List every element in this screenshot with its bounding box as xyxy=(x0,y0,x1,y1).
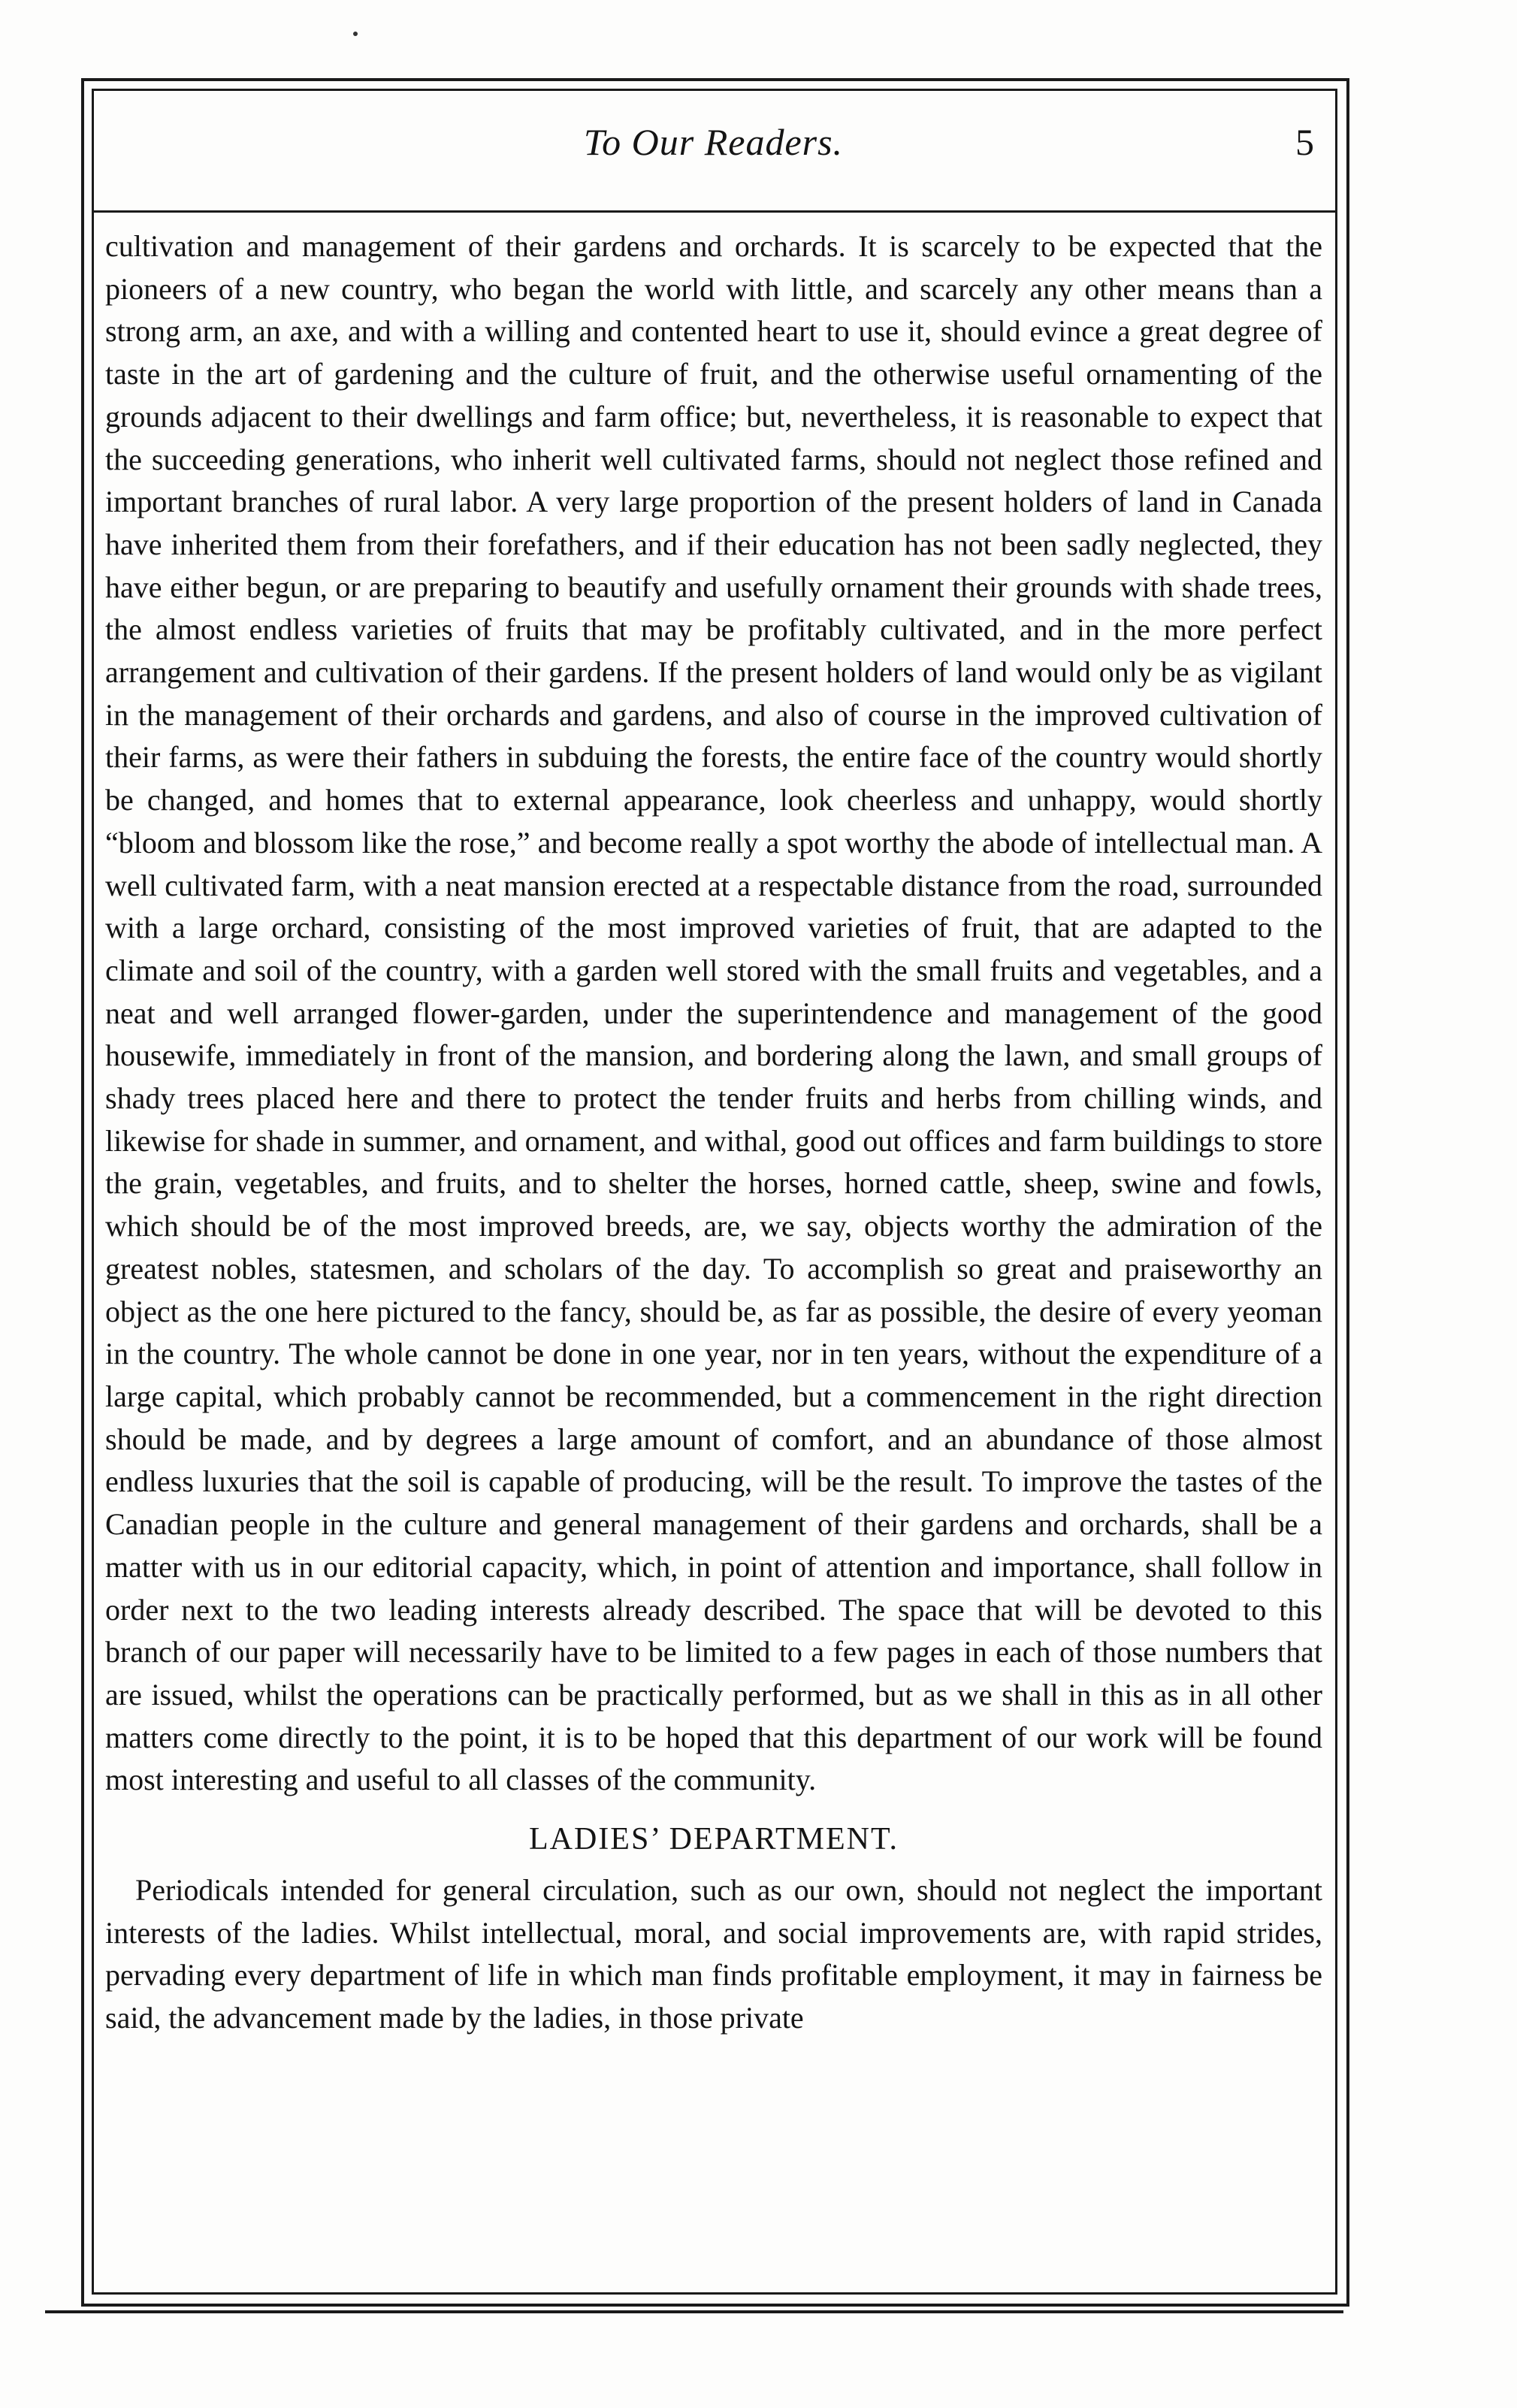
page-number: 5 xyxy=(1295,121,1314,163)
header-rule xyxy=(92,210,1335,213)
section-heading-ladies-department: LADIES’ DEPARTMENT. xyxy=(528,1822,899,1857)
running-head xyxy=(92,120,1335,180)
body-text xyxy=(105,225,1322,2040)
bottom-rule xyxy=(45,2310,1343,2313)
paragraph-ladies-department: Periodicals intended for general circulation, such as our own, should not neglect the important interests of the ladies. Whilst intellectual, moral, and social improvements are, with rapid strides, pervading every department of life in which man finds profitable employment, it may in fairness be said, the advancement made by the ladies, in those private xyxy=(105,1873,1322,2035)
ink-speck xyxy=(353,32,358,36)
paragraph-continued: cultivation and management of their gardens and orchards. It is scarcely to be expected that the pioneers of a new country, who began the world with little, and scarcely any other means than a strong arm, an axe, and with a willing and contented heart to use it, should evince a great degree of taste in the art of gardening and the culture of fruit, and the otherwise useful ornamenting of the grounds adjacent to their dwellings and farm office; but, nevertheless, it is reasonable to expect that the succeeding generations, who inherit well cultivated farms, should not neglect those refined and important branches of rural labor. A very large proportion of the present holders of land in Canada have inherited them from their forefathers, and if their education has not been sadly neglected, they have either begun, or are preparing to beautify and usefully ornament their grounds with shade trees, the almost endless varieties of fruits that may be profitably cultivated, and in the more perfect arrangement and cultivation of their gardens. If the present holders of land would only be as vigilant in the management of their orchards and gardens, and also of course in the improved cultivation of their farms, as were their fathers in subduing the forests, the entire face of the country would shortly be changed, and homes that to external appearance, look cheerless and unhappy, would shortly “bloom and blossom like the rose,” and become really a spot worthy the abode of intellectual man. A well cultivated farm, with a neat mansion erected at a respectable distance from the road, surrounded with a large orchard, consisting of the most improved varieties of fruit, that are adapted to the climate and soil of the country, with a garden well stored with the small fruits and vegetables, and a neat and well arranged flower-garden, under the superintendence and management of the good housewife, immediately in front of the mansion, and bordering along the lawn, and small groups of shady trees placed here and there to protect the tender fruits and herbs from chilling winds, and likewise for shade in summer, and ornament, and withal, good out offices and farm buildings to store the grain, vegetables, and fruits, and to shelter the horses, horned cattle, sheep, swine and fowls, which should be of the most improved breeds, are, we say, objects worthy the admiration of the greatest nobles, statesmen, and scholars of the day. To accomplish so great and praiseworthy an object as the one here pictured to the fancy, should be, as far as possible, the desire of every yeoman in the country. The whole cannot be done in one year, nor in ten years, without the expenditure of a large capital, which probably cannot be recommended, but a commencement in the right direction should be made, and by degrees a large amount of comfort, and an abundance of those almost endless luxuries that the soil is capable of producing, will be the result. To improve the tastes of the Canadian people in the culture and general management of their gardens and orchards, shall be a matter with us in our editorial capacity, which, in point of attention and importance, shall follow in order next to the two leading interests already described. The space that will be devoted to this branch of our paper will necessarily have to be limited to a few pages in each of those numbers that are issued, whilst the operations can be practically performed, but as we shall in this as in all other matters come directly to the point, it is to be hoped that this department of our work will be found most interesting and useful to all classes of the community. xyxy=(105,229,1322,1797)
running-title: To Our Readers. xyxy=(583,121,844,163)
